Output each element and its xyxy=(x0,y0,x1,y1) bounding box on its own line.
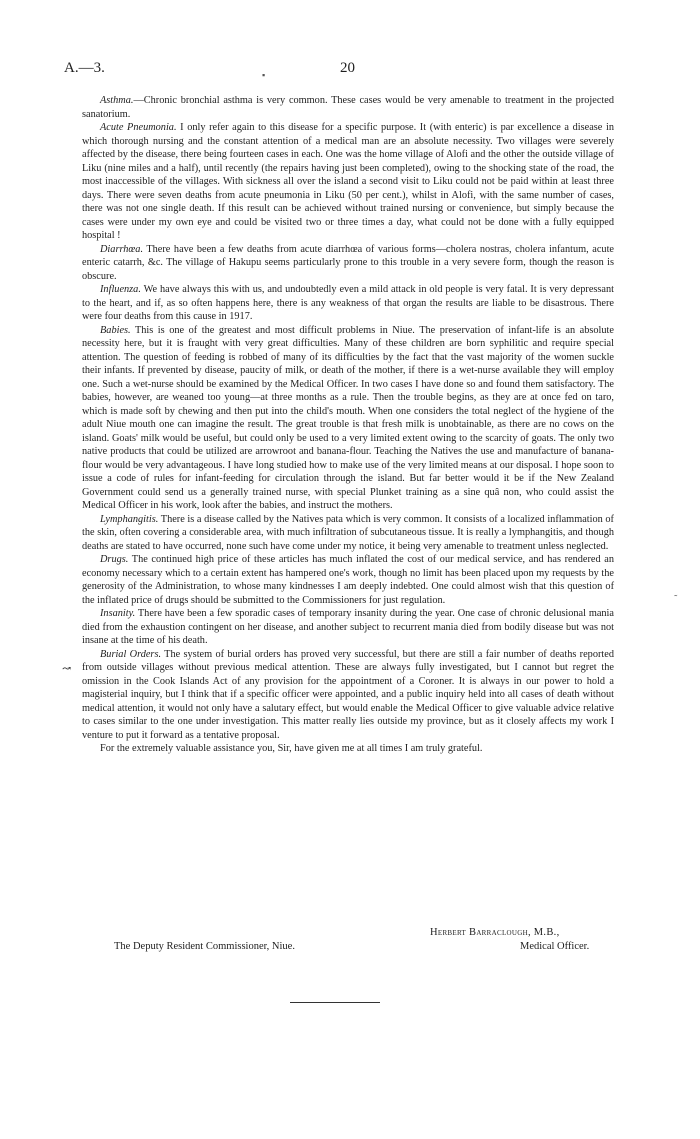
addressee: The Deputy Resident Commissioner, Niue. xyxy=(114,941,295,952)
signature-title: Medical Officer. xyxy=(520,941,590,952)
margin-mark: ↝ xyxy=(62,663,72,675)
paragraph-influenza: Influenza. We have always this with us, and undoubtedly even a mild attack in old people is very fatal. It is very depressant to the heart, and if, as so often happens here, there is any weakness of that organ the results are liable to be disastrous. There were four deaths from this cause in 1917. xyxy=(82,284,614,322)
paragraph-drugs: Drugs. The continued high price of these articles has much inflated the cost of our medical service, and has rendered an economy necessary which to a certain extent has hampered one's work, though no limit has been placed upon my requests by the generosity of the Administration, to whose many kindnesses I am deeply indebted. One could almost wish that this question of the inflated price of drugs should be submitted to the Commissioners for just regulation. xyxy=(82,554,614,606)
paragraph-insanity: Insanity. There have been a few sporadic cases of temporary insanity during the year. One case of chronic delusional mania died from the exhaustion contingent on her disease, and another subject to recurrent mania died from bodily disease but was not insane at the time of his death. xyxy=(82,608,614,646)
report-body xyxy=(82,94,614,756)
closing-rule xyxy=(290,1002,380,1003)
page-number: 20 xyxy=(340,60,355,76)
paragraph-diarrhoea: Diarrhœa. There have been a few deaths from acute diarrhœa of various forms—cholera nostras, cholera infantum, acute enteric catarrh, &c. The village of Hakupu seems particularly prone to this trouble in a very severe form, though the reason is obscure. xyxy=(82,243,614,282)
print-mark: ▪ xyxy=(262,70,266,80)
paragraph-asthma: Asthma.—Chronic bronchial asthma is very common. These cases would be very amenable to treatment in the projected sanatorium. xyxy=(82,95,614,120)
paragraph-acute-pneumonia: Acute Pneumonia. I only refer again to this disease for a specific purpose. It (with enteric) is par excellence a disease in which thorough nursing and the constant attention of a medical man are an absolute necessity. Two villages were severely affected by the disease, there being fourteen cases in each. One was the home village of Alofi and the other the outside village of Liku (nine miles and a half), until recently (the repairs having just been completed), owing to the shocking state of the road, the most inaccessible of the villages. With sickness all over the island a second visit to Liku could not be paid within at least three days. There were seven deaths from acute pneumonia in Liku (50 per cent.), whilst in Alofi, with the same number of cases, there was not one single death. If this result can be achieved without trained nursing or convenience, but simply because the cases were under my own eye and could be visited two or three times a day, what could not be done with a fully equipped hospital ! xyxy=(82,122,614,241)
paragraph-closing: For the extremely valuable assistance you, Sir, have given me at all times I am truly grateful. xyxy=(100,743,483,754)
paragraph-babies: Babies. This is one of the greatest and most difficult problems in Niue. The preservation of infant-life is an absolute necessity here, but it is fraught with very great difficulties. Many of these children are born syphilitic and require special attention. The question of feeding is robbed of many of its difficulties by the fact that the vast majority of the women suckle their infants. If prevented by disease, paucity of milk, or death of the mother, if there is a wet-nurse available they will employ one. Such a wet-nurse should be examined by the Medical Officer. In two cases I have done so and found them satisfactory. The babies, however, are weaned too young—at three months as a rule. Then the trouble begins, as they are at once fed on taro, which is made soft by chewing and then put into the child's mouth. When one considers the total neglect of the hygiene of the adult Niue mouth one can imagine the result. The great trouble is that fresh milk is unobtainable, as there are no cows on the island. Goats' milk would be useful, but could only be used to a very limited extent owing to the scarcity of goats. The only two native products that could be utilized are arrowroot and banana-flour. Teaching the Natives the use and manufacture of banana-flour would be very advantageous. I have long studied how to make use of the very limited means at our disposal. I hope soon to issue a code of rules for infant-feeding for circulation through the island. But far better would it be if the New Zealand Government could send us a generally trained nurse, with special Plunket training as a sine quâ non, who could assist the Medical Officer in his work, look after the babies, and instruct the mothers. xyxy=(82,324,614,511)
document-reference: A.—3. xyxy=(64,60,105,76)
paragraph-burial-orders: Burial Orders. The system of burial orders has proved very successful, but there are still a fair number of deaths reported from outside villages without previous medical attention. These are always fully investigated, but I cannot but regret the omission in the Cook Islands Act of any provision for the appointment of a Coroner. It is always in our power to hold a magisterial inquiry, but I think that if a specific officer were appointed, and a public inquiry held into all cases of death without medical attention, it would not only have a salutary effect, but would enable the Medical Officer to give valuable advice relative to cases similar to the one under investigation. This matter really lies outside my province, but as it closely affects my work I venture to put it forward as a tentative proposal. xyxy=(82,648,614,741)
paragraph-lymphangitis: Lymphangitis. There is a disease called by the Natives pata which is very common. It consists of a localized inflammation of the skin, often covering a considerable area, with much infiltration of subcutaneous tissue. It is really a lymphangitis, and though deaths are stated to have occurred, none such have come under my notice, it being very amenable to treatment unless neglected. xyxy=(82,513,614,552)
signature-name: Herbert Barraclough, M.B., xyxy=(430,927,560,938)
margin-mark: ˜ xyxy=(674,594,678,605)
